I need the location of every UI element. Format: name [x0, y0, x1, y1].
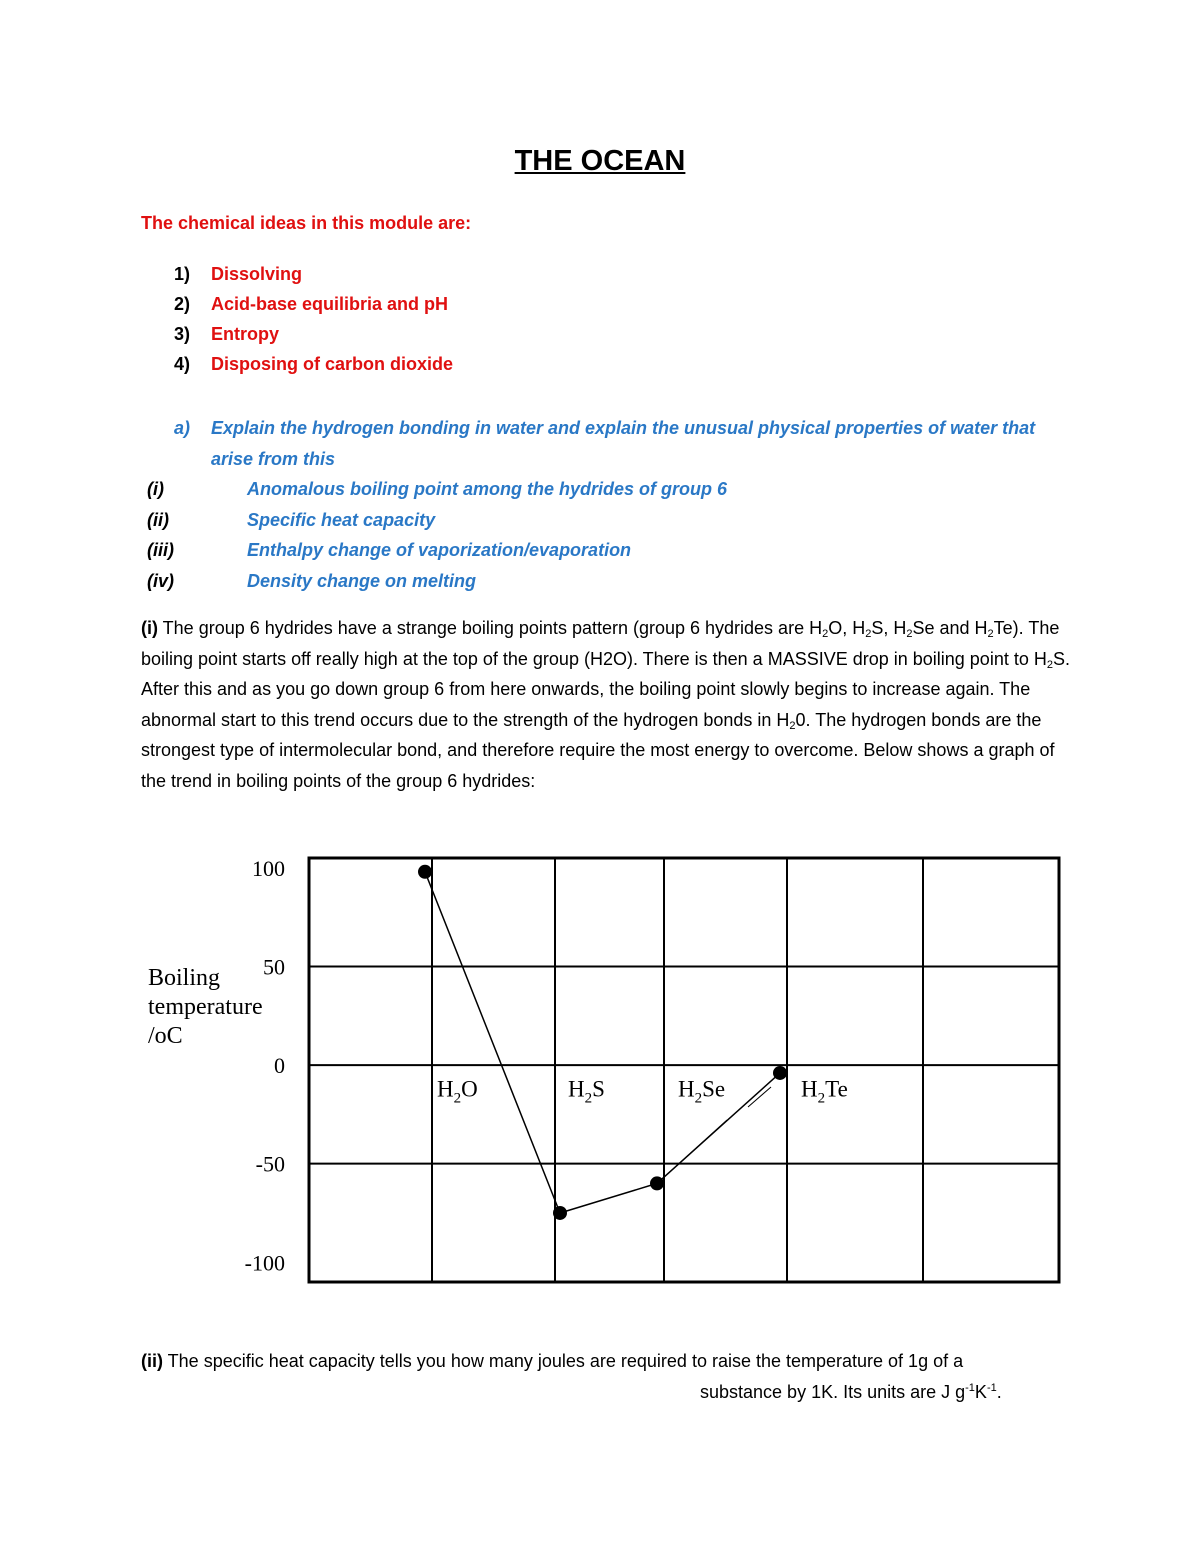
paragraph-lead: (i) — [141, 618, 158, 638]
superscript: -1 — [986, 1382, 997, 1394]
objective-section — [141, 413, 1061, 596]
list-number: 4) — [174, 354, 191, 374]
list-text: Disposing of carbon dioxide — [211, 354, 454, 374]
y-tick-label: 0 — [274, 1053, 285, 1079]
subitem-label: (ii) — [147, 509, 169, 530]
objective-subitem — [141, 535, 1061, 566]
y-axis-label-line: Boiling — [148, 965, 221, 991]
category-label: $H_2Te$ — [801, 1076, 848, 1107]
y-axis-label-line: temperature — [148, 994, 263, 1020]
objective-subitem — [141, 474, 1061, 505]
y-tick-label: -100 — [244, 1250, 285, 1276]
series-segment — [560, 1183, 657, 1213]
paragraph-lead: (ii) — [141, 1351, 163, 1371]
category-label: $H_2Se$ — [678, 1076, 726, 1107]
subitem-label: (iv) — [147, 570, 174, 591]
list-text: Dissolving — [211, 264, 303, 284]
subitem-text: Enthalpy change of vaporization/evaporation — [247, 540, 632, 560]
list-number: 3) — [174, 324, 191, 344]
category-label: $H_2O$ — [437, 1076, 478, 1107]
objective-subitem — [141, 566, 1061, 597]
data-point — [553, 1206, 567, 1220]
page-title: THE OCEAN — [514, 145, 686, 177]
subscript: 2 — [906, 628, 913, 640]
subscript: 2 — [987, 628, 994, 640]
paragraph-text: S, H — [871, 618, 907, 638]
list-number: 2) — [174, 294, 191, 314]
boiling-point-paragraph — [141, 613, 1071, 796]
category-label: $H_2S$ — [568, 1076, 605, 1107]
objective-subitem — [141, 505, 1061, 536]
paragraph-text: 0. The hydrogen bonds are the strongest type of intermolecular bond, and therefore require the most energy to overcome. Below shows a graph of the trend in boiling points of the group 6 hydrides: — [141, 709, 1055, 791]
y-tick-label: 100 — [252, 855, 285, 881]
subitem-text: Specific heat capacity — [247, 509, 436, 530]
superscript: -1 — [965, 1382, 975, 1394]
subitem-text: Anomalous boiling point among the hydrides of group 6 — [247, 479, 727, 499]
y-tick-label: 50 — [263, 954, 285, 980]
paragraph-text: O, H — [828, 618, 866, 638]
subitem-label: (i) — [147, 479, 164, 499]
y-tick-label: -50 — [255, 1151, 285, 1177]
paragraph-text: Se and H — [912, 618, 988, 638]
paragraph-text: . — [996, 1382, 1002, 1402]
boiling-point-chart — [140, 845, 1070, 1295]
heat-capacity-paragraph — [141, 1346, 963, 1376]
leader-line — [748, 1087, 771, 1107]
chart-grid — [309, 858, 1059, 1282]
chart-y-axis — [245, 856, 285, 1275]
chart-y-label — [148, 965, 263, 1049]
paragraph-text: substance by 1K. Its units are J g — [700, 1382, 966, 1402]
list-text: Acid-base equilibria and pH — [211, 294, 449, 314]
subscript: 2 — [1046, 658, 1053, 671]
subscript: 2 — [822, 628, 829, 640]
y-axis-label-line: /oC — [148, 1023, 183, 1049]
chart-frame — [309, 858, 1059, 1282]
list-text: Entropy — [211, 324, 280, 344]
series-segment — [425, 872, 560, 1213]
subscript: 2 — [789, 719, 796, 732]
module-intro: The chemical ideas in this module are: — [141, 213, 472, 233]
paragraph-text: Te). The boiling point starts off really high at the top of the group (H2O). There is then a MASSIVE drop in boiling point to H — [141, 618, 1060, 669]
subitem-label: (iii) — [147, 540, 174, 560]
objective-text: Explain the hydrogen bonding in water and explain the unusual physical properties of water that arise from this — [211, 418, 1036, 469]
list-number: 1) — [174, 264, 191, 284]
data-point — [418, 865, 432, 879]
paragraph-text: S. After this and as you go down group 6 from here onwards, the boiling point slowly begins to increase again. The abnormal start to this trend occurs due to the strength of the hydrogen bonds in H — [141, 648, 1070, 730]
objective-main — [141, 413, 1061, 474]
heat-capacity-paragraph-line2 — [700, 1377, 1002, 1407]
objective-label: a) — [174, 418, 191, 438]
paragraph-text: K — [974, 1382, 987, 1402]
paragraph-text: The group 6 hydrides have a strange boiling points pattern (group 6 hydrides are H — [158, 618, 823, 638]
subitem-text: Density change on melting — [247, 570, 477, 591]
subscript: 2 — [865, 628, 872, 640]
chart-series — [418, 865, 787, 1220]
data-point — [773, 1066, 787, 1080]
leader-line — [662, 1120, 727, 1179]
paragraph-text: The specific heat capacity tells you how many joules are required to raise the temperature of 1g of a — [163, 1351, 964, 1371]
